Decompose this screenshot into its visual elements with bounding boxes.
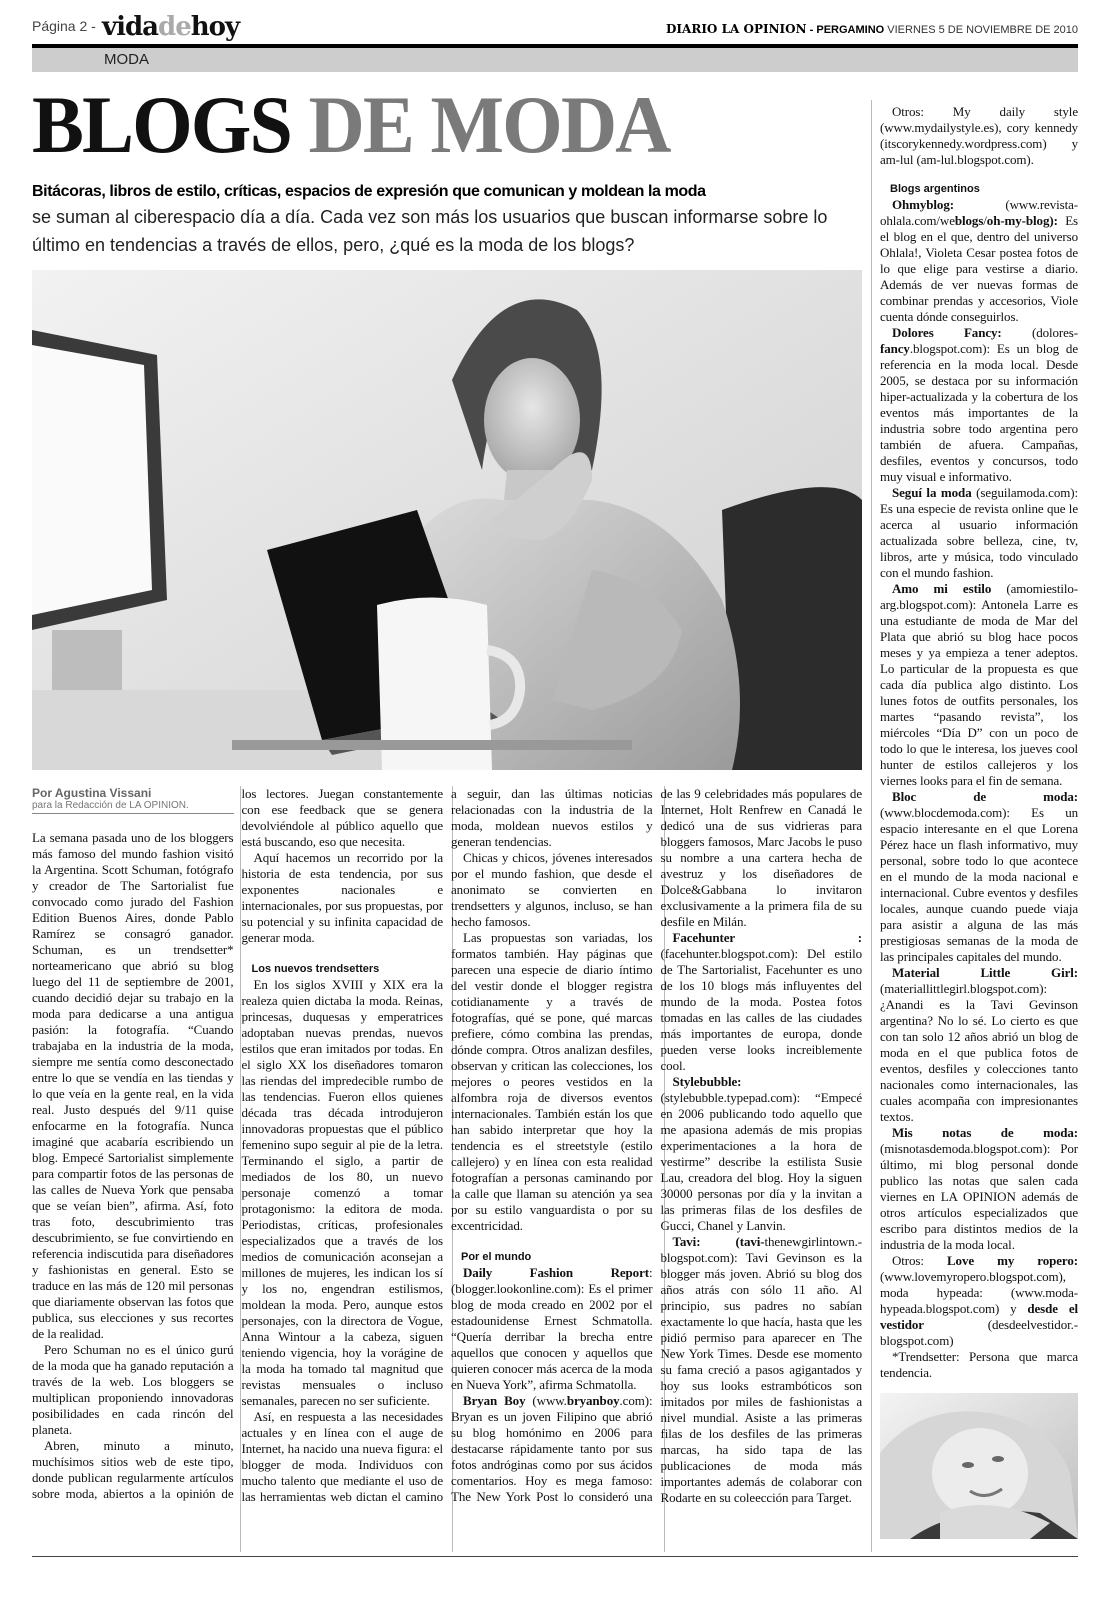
paragraph — [242, 977, 444, 1409]
paragraph — [880, 485, 1078, 581]
section-band — [32, 48, 1078, 72]
blog-name: Seguí la moda — [892, 485, 972, 500]
text-segment: (facehunter.blogspot.com): Del estilo de The Sartorialist, Facehunter es uno de los 10 blogs más influyentes del mundo de la moda. Postea fotos tomadas en las calles de las ciudades más importantes de europa, donde pueden verse looks increiblemente cool. — [660, 946, 862, 1073]
paragraph — [880, 1349, 1078, 1381]
text-segment: .blogspot.com): Es un blog de referencia en la moda local. Desde 2005, se destaca por su información hiper-actualizada y la cobertura de los eventos más importantes de la industria sobre todo argentina pero también de afuera. Campañas, desfiles, eventos y concursos, todo muy visual e informativo. — [880, 341, 1078, 484]
blog-name: Stylebubble: — [672, 1074, 742, 1089]
paragraph — [880, 104, 1078, 168]
subheading — [252, 962, 444, 976]
text-segment: Pero Schuman no es el único gurú de la moda que ha ganado reputación a través de la web. Los bloggers se multiplican proponiendo innovadoras posibilidades en cada rincón del planeta. — [32, 1342, 234, 1437]
text-segment: / — [983, 213, 987, 228]
paragraph — [880, 965, 1078, 1125]
paragraph — [661, 930, 863, 1074]
paragraph — [880, 197, 1078, 325]
page-number: Página 2 - — [32, 18, 96, 34]
headline-black: BLOGS — [32, 79, 291, 170]
text-segment: (www.lovemyropero.blogspot.com), moda hypeada: (www.moda-hypeada.blogspot.com) y — [880, 1269, 1078, 1316]
text-segment: (www.revista-ohlala.com/we — [880, 197, 1078, 228]
blog-name: blogs — [954, 213, 984, 228]
blog-name: fancy — [880, 341, 910, 356]
newspaper-info — [666, 22, 1078, 36]
text-segment: .com): Bryan es un joven Filipino que abrió su blog homónimo en 2006 para destacarse rápidamente tanto por sus fotos andróginas como por sus ácidos comentarios. Hoy es mega famoso: The New York Post lo consideró una de las 9 celebridades más populares de Internet, Holt Renfrew en Canadá le dedicó una de sus vidrieras para bloggers famosos, Marc Jacobs le puso su nombre a una cartera hecha de avestruz y los diseñadores de Dolce&Gabbana lo invitaron exclusivamente a la primera fila de su desfile en Milán. — [451, 786, 862, 1504]
text-segment: Por el mundo — [461, 1251, 532, 1263]
paragraph — [880, 581, 1078, 789]
main-photo-woman-laptop — [32, 270, 862, 770]
text-segment: (materiallittlegirl.blogspot.com): ¿Anandi es la Tavi Gevinson argentina? No lo sé. Lo cierto es que con tan solo 12 años abrió un blog de moda en el que publica fotos de eventos, desfiles y colecciones tanto nacionales como internacionales, las cuales acompaña con impresionantes textos. — [880, 981, 1078, 1124]
blog-name: Bryan Boy — [463, 1393, 526, 1408]
sidebar-blog-list — [880, 104, 1078, 1539]
sidebar-text — [880, 104, 1078, 1381]
blog-name: bryanboy — [566, 1393, 620, 1408]
deck-text: se suman al ciberespacio día a día. Cada vez son más los usuarios que buscan informarse sobre lo último en tendencias a través de ellos, pero, ¿qué es la moda de los blogs? — [32, 207, 828, 255]
text-segment: (www. — [525, 1393, 567, 1408]
text-segment: (desdeelvestidor.-blogspot.com) — [880, 1317, 1078, 1348]
column-divider — [871, 100, 872, 1552]
blog-name: Material Little Girl: — [892, 965, 1078, 980]
paragraph — [242, 850, 444, 946]
paragraph — [880, 789, 1078, 965]
paragraph — [661, 1074, 863, 1234]
page-header — [32, 12, 1078, 42]
section-label: MODA — [104, 51, 149, 68]
blog-name: oh-my-blog): — [986, 213, 1058, 228]
subheading — [461, 1250, 653, 1264]
blog-name: desde el vestidor — [880, 1301, 1078, 1332]
sidebar-photo-smiling-woman — [880, 1393, 1078, 1539]
newspaper-name: DIARIO LA OPINION — [666, 22, 807, 36]
text-segment: *Trendsetter: Persona que marca tendencia. — [880, 1349, 1078, 1380]
paragraph — [880, 1253, 1078, 1349]
issue-date: VIERNES 5 DE NOVIEMBRE DE 2010 — [887, 24, 1078, 36]
blog-name: Daily Fashion Report — [463, 1265, 649, 1280]
text-segment: Otros: — [892, 1253, 947, 1268]
byline-author: Por Agustina Vissani — [32, 786, 152, 800]
footer-rule — [32, 1556, 1078, 1557]
blog-name: Bloc de moda: — [892, 789, 1078, 804]
text-segment: Blogs argentinos — [890, 183, 980, 195]
text-segment: Abren, minuto a minuto, muchísimos sitios web de este tipo, donde publican regularmente artículos sobre moda, abiertos a la opinión de los lectores. Juegan constantemente con ese feedback que se genera devolviéndole al público aquello que está buscando, eso que necesita. — [32, 786, 443, 1501]
blog-name: Amo mi estilo — [892, 581, 992, 596]
byline — [32, 786, 234, 814]
text-segment: La semana pasada uno de los bloggers más famoso del mundo fashion visitó la Argentina. Scott Schuman, fotógrafo y creador de The Sartorialist fue convocado como jurado del Fashion Edition Buenos Aires, donde Pablo Ramírez se consagró ganador. Schuman, es un trendsetter* norteamericano que abrió su blog luego del 11 de septiembre de 2001, cuando decidió dejar su trabajo en la moda para dedicarse a una antigua pasión: la fotografía. “Cuando trabajaba en la industria de la moda, siempre me sentía como desconectado entre lo que se vendía en las tiendas y lo que veía en la gente real, en la vida real. Justo después del 9/11 quise enfocarme en la fotografía. Nunca imaginé que acabaría escribiendo un blog. Empecé Sartorialist simplemente para compartir fotos de las personas de las calles de Nueva York que pensaba que se veían bien”, afirma. Así, foto tras foto, descubrimiento tras descubrimiento, se fue convirtiendo en referencia indiscutida para diseñadores y fashionistas en general. Esto se traduce en las más de 120 mil personas que diariamente observan las fotos que publica, sus elecciones y sus recortes de la realidad. — [32, 830, 234, 1341]
paragraph — [32, 1342, 234, 1438]
text-segment: En los siglos XVIII y XIX era la realeza quien dictaba la moda. Reinas, princesas, duquesas y emperatrices adoptaban nuevas prendas, nuevos estilos que eran imitados por todas. En el siglo XX los diseñadores tomaron las riendas del impredecible rumbo de las tendencias. Fueron ellos quienes década tras década introdujeron innovadoras propuestas que el público femenino supo seguir al pie de la letra. Terminando el siglo, a partir de mediados de los 80, un nuevo personaje comenzó a tomar protagonismo: la editora de moda. Periodistas, críticas, profesionales especializados que a través de los medios de comunicación aconsejan a millones de mujeres, les indican los sí y los no, engendran estilismos, moldean la moda. Pero, aunque estos personajes, con la directora de Vogue, Anna Wintour a la cabeza, siguen teniendo vigencia, hoy la vorágine de la moda ha tomado tal magnitud que revistas mensuales o incluso semanales, parecen no ser suficiente. — [241, 977, 443, 1408]
text-segment: Los nuevos trendsetters — [251, 963, 380, 975]
blog-name: Facehunter : — [672, 930, 862, 945]
logo-part: vida — [102, 12, 159, 42]
paragraph — [451, 930, 653, 1234]
text-segment: (seguilamoda.com): Es una especie de revista online que le acerca al usuario información actualizada sobre belleza, cine, tv, libros, arte y música, todo vinculado con el mundo fashion. — [880, 485, 1078, 580]
deck — [32, 181, 867, 259]
paragraph — [451, 850, 653, 930]
paragraph — [32, 830, 234, 1342]
text-segment: (dolores- — [1001, 325, 1078, 340]
text-segment: (www.blocdemoda.com): Es un espacio interesante en el que Lorena Pérez hace un flash informativo, muy personal, sobre todo lo que acontece en el mundo de la moda nacional e internacional. Cubre eventos y desfiles locales, aunque cuando puede viaja para asistir a alguna de las más prestigiosas semanas de la moda de las principales capitales del mundo. — [880, 805, 1078, 964]
article-body — [32, 786, 862, 1506]
paragraph — [451, 1265, 653, 1393]
text-segment: Chicas y chicos, jóvenes interesados por el mundo fashion, que desde el anonimato se convierten en trendsetters y algunos, incluso, se han hecho famosos. — [451, 850, 653, 929]
text-segment: (stylebubble.typepad.com): “Empecé en 2006 publicando todo aquello que me apasiona además de mis propias experimentaciones a la hora de vestirme” describe la estilista Susie Lau, creadora del blog. Hoy la siguen 30000 personas por día y la invitan a las primeras filas de los desfiles de Gucci, Chanel y Lanvin. — [660, 1090, 862, 1233]
logo-part: de — [158, 12, 191, 42]
text-segment: Otros: My daily style (www.mydailystyle.es), cory kennedy (itscorykennedy.wordpress.com) y am-lul (am-lul.blogspot.com). — [880, 104, 1078, 167]
text-segment: thenewgirlintown.-blogspot.com): Tavi Gevinson es la blogger más joven. Abrió su blog dos años atrás con sólo 11 año. Al principio, sus padres no sabían exactamente lo que hacía, hasta que les pidió permiso para aparecer en The New York Times. Desde ese momento su fama creció a pasos agigantados y hoy sus looks estrambóticos son imitados por miles de fashionistas a nivel mundial. Asiste a las primeras filas de los desfiles de las primeras marcas, ha sido tapa de las publicaciones de moda más importantes además de colaborar con Rodarte en su coleección para Target. — [660, 1234, 862, 1505]
deck-bold: Bitácoras, libros de estilo, críticas, espacios de expresión que comunican y moldean la moda — [32, 183, 706, 200]
paragraph — [661, 1234, 863, 1506]
text-segment: Aquí hacemos un recorrido por la historia de esta tendencia, por sus exponentes nacionales e internacionales, por sus propuestas, por su potencial y su infinita capacidad de generar moda. — [241, 850, 443, 945]
headline — [32, 79, 670, 170]
section-logo — [102, 12, 239, 42]
text-segment: Así, en respuesta a las necesidades actuales y en línea con el auge de Internet, ha nacido una nueva figura: el blogger de moda. Individuos con mucho talento que mediante el uso de las herramientas web dictan el camino a seguir, dan las últimas noticias relacionadas con la industria de la moda, moldean nuevos estilos y generan tendencias. — [241, 786, 653, 1504]
blog-name: Tavi: (tavi- — [672, 1234, 765, 1249]
text-segment: : (blogger.lookonline.com): Es el primer blog de moda creado en 2002 por el estadounidense Ernest Schmatolla. “Quería derribar la brecha entre aquellos que conocen y aquellos que quieren conocer más acerca de la moda en Nueva York”, afirma Schmatolla. — [451, 1265, 653, 1392]
subheading — [890, 182, 1078, 196]
blog-name: Love my ropero: — [946, 1253, 1078, 1268]
paragraph — [880, 1125, 1078, 1253]
newspaper-city: - PERGAMINO — [806, 24, 888, 36]
text-segment: (amomiestilo-arg.blogspot.com): Antonela Larre es una estudiante de moda de Mar del Plata que abrió su blog hace pocos meses y ya empieza a tener adeptos. Lo particular de la propuesta es que cada día publica algo distinto. Los lunes fotos de outfits personales, los martes “pasando revista”, los miércoles “Día D” con un poco de todo lo que le interesa, los jueves cool hunter de estilos callejeros y los viernes looks para el fin de semana. — [880, 581, 1079, 788]
blog-name: Mis notas de moda: — [892, 1125, 1078, 1140]
text-segment: Es el blog en el que, dentro del universo Ohlala!, Violeta Cesar postea fotos de lo que elige para vestirse a diario. Además de ver nuevas formas de combinar prendas y accesorios, Viole cuenta dónde conseguirlos. — [880, 213, 1078, 324]
text-segment: Las propuestas son variadas, los formatos también. Hay páginas que parecen una especie de diario íntimo del vestir donde el blogger registra cotidianamente y a través de fotografías, qué se pone, qué marcas prefiere, cómo combina las prendas, dónde compra. Otros analizan desfiles, observan y critican las colecciones, los mejores o peores vestidos en la alfombra roja de diversos eventos internacionales. También están los que han sabido interpretar que hoy la tendencia es el streetstyle (estilo callejero) y en línea con esta realidad fotografían a personas caminando por la calle que llaman su atención ya sea por su estilo vanguardista o por su excentricidad. — [451, 930, 653, 1233]
headline-grey: DE MODA — [308, 79, 670, 170]
blog-name: Ohmyblog: — [892, 197, 954, 212]
logo-part: hoy — [190, 12, 240, 42]
byline-credit: para la Redacción de LA OPINION. — [32, 800, 234, 814]
paragraph — [880, 325, 1078, 485]
blog-name: Dolores Fancy: — [892, 325, 1002, 340]
text-segment: (misnotasdemoda.blogspot.com): Por último, mi blog personal donde publico las notas que salen cada viernes en LA OPINION además de otros artículos especializados que escribo para distintos medios de la industria de la moda local. — [880, 1141, 1078, 1252]
